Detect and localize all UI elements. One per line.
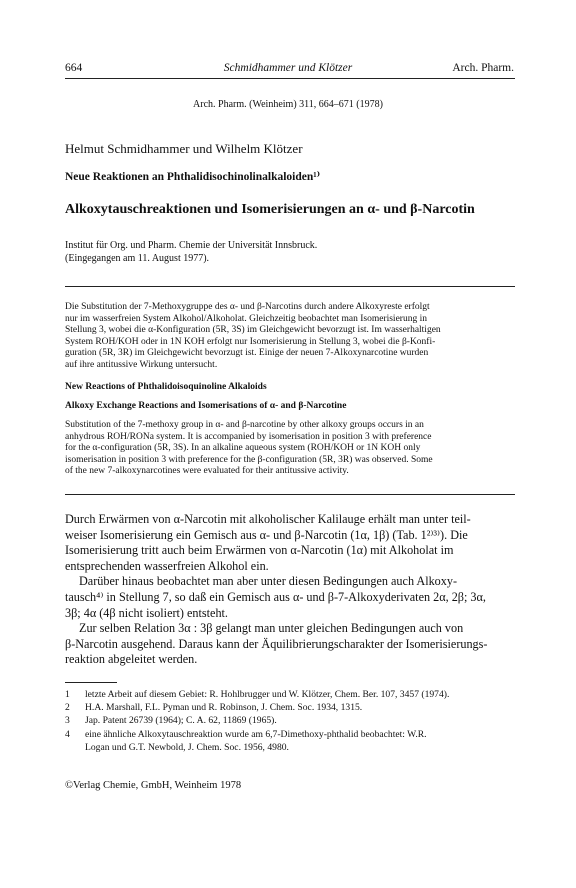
- body-line: 3β; 4α (4β nicht isoliert) entsteht.: [65, 605, 228, 620]
- abstract-line: Die Substitution der 7-Methoxygruppe des α- und β-Narcotins durch andere Alkoxyreste erfolgt: [65, 302, 430, 312]
- abstract-line: of the new 7-alkoxynarcotines were evaluated for their antitussive activity.: [65, 466, 349, 477]
- body-line: Darüber hinaus beobachtet man aber unter diesen Bedingungen auch Alkoxy-: [79, 574, 458, 589]
- body-text: [65, 512, 520, 668]
- received-date: (Eingegangen am 11. August 1977).: [65, 253, 210, 264]
- footnote: [65, 701, 525, 714]
- abstract-line: nur im wasserfreien System Alkohol/Alkoholat. Gleichzeitig beobachtet man Isomerisierung in: [65, 313, 427, 324]
- body-line: reaktion abgeleitet werden.: [65, 652, 198, 667]
- abstract-top-rule: [65, 286, 515, 287]
- footnote-text: Jap. Patent 26739 (1964); C. A. 62, 11869 (1965).: [85, 715, 277, 727]
- footnote-number: 1: [65, 689, 70, 700]
- series-title: Neue Reaktionen an Phthalidisochinolinalkaloiden¹⁾: [65, 171, 321, 183]
- header-rule: [65, 78, 515, 79]
- abstract-line: guration (5R, 3R) im Gleichgewicht bevorzugt ist. Einige der neuen 7-Alkoxynarcotine wurden: [65, 348, 429, 359]
- footnote-line: eine ähnliche Alkoxytauschreaktion wurde am 6,7-Dimethoxy-phthalid beobachtet: W.R.: [85, 728, 427, 740]
- abstract-line: isomerisation in position 3 with preference for the β-configuration (5R, 3R) was observed. Some: [65, 454, 433, 465]
- affiliation-line: Institut für Org. und Pharm. Chemie der Universität Innsbruck.: [65, 240, 318, 251]
- running-title: Schmidhammer und Klötzer: [223, 62, 353, 74]
- abstract-line: Stellung 3, wobei die α-Konfiguration (5R, 3S) im Gleichgewicht bevorzugt ist. Im wasserhaltigen: [65, 325, 441, 336]
- footnotes: [65, 688, 525, 754]
- body-line: entsprechenden wasserfreien Alkohol ein.: [65, 558, 269, 573]
- abstract-line: for the α-configuration (5R, 3S). In an alkaline aqueous system (ROH/KOH or 1N KOH only: [65, 443, 421, 454]
- body-line: tausch⁴⁾ in Stellung 7, so daß ein Gemisch aus α- und β-7-Alkoxyderivaten 2α, 2β; 3α,: [65, 589, 486, 604]
- footnote-number: 2: [65, 702, 70, 714]
- footnote-rule: [65, 682, 117, 683]
- abstract-line: anhydrous ROH/RONa system. It is accompanied by isomerisation in position 3 with preference: [65, 431, 432, 442]
- footnote-line: Logan und G.T. Newbold, J. Chem. Soc. 1956, 4980.: [85, 741, 289, 753]
- body-line: Durch Erwärmen von α-Narcotin mit alkoholischer Kalilauge erhält man unter teil-: [65, 512, 471, 526]
- footnote: [65, 688, 525, 701]
- affiliation: [65, 239, 317, 265]
- abstract-line: Substitution of the 7-methoxy group in α- and β-narcotine by other alkoxy groups occurs in an: [65, 420, 424, 430]
- footnote: [65, 714, 525, 727]
- page-number: 664: [65, 62, 83, 74]
- footnote-number: 4: [65, 728, 70, 740]
- body-line: Zur selben Relation 3α : 3β gelangt man unter gleichen Bedingungen auch von: [79, 621, 464, 636]
- footnote-text: [85, 728, 427, 754]
- article-title: Alkoxytauschreaktionen und Isomerisierungen an α- und β-Narcotin: [65, 202, 475, 217]
- abstract-line: System ROH/KOH oder in 1N KOH erfolgt nur Isomerisierung in Stellung 3, wobei die β-Konfi-: [65, 336, 436, 347]
- abstract-line: auf ihre antitussive Wirkung untersucht.: [65, 359, 218, 370]
- copyright: ©Verlag Chemie, GmbH, Weinheim 1978: [65, 780, 242, 791]
- body-line: Isomerisierung tritt auch beim Erwärmen von α-Narcotin (1α) mit Alkoholat im: [65, 543, 454, 558]
- footnote-text: letzte Arbeit auf diesem Gebiet: R. Hohlbrugger und W. Klötzer, Chem. Ber. 107, 3457 (1974).: [85, 689, 450, 700]
- journal-short: Arch. Pharm.: [452, 62, 514, 74]
- abstract-bottom-rule: [65, 494, 515, 495]
- body-line: weiser Isomerisierung ein Gemisch aus α- und β-Narcotin (1α, 1β) (Tab. 1²⁾³⁾). Die: [65, 527, 468, 542]
- abstract-english: [65, 420, 515, 478]
- english-title: Alkoxy Exchange Reactions and Isomerisations of α- and β-Narcotine: [65, 401, 347, 411]
- footnote-number: 3: [65, 715, 70, 727]
- body-line: β-Narcotin ausgehend. Daraus kann der Äquilibrierungscharakter der Isomerisierungs-: [65, 636, 488, 651]
- citation: Arch. Pharm. (Weinheim) 311, 664–671 (1978): [193, 99, 383, 110]
- footnote: [65, 728, 525, 754]
- abstract-german: [65, 302, 515, 372]
- footnote-text: H.A. Marshall, F.L. Pyman und R. Robinson, J. Chem. Soc. 1934, 1315.: [85, 702, 363, 714]
- authors: Helmut Schmidhammer und Wilhelm Klötzer: [65, 141, 303, 156]
- english-title-series: New Reactions of Phthalidoisoquinoline Alkaloids: [65, 382, 267, 392]
